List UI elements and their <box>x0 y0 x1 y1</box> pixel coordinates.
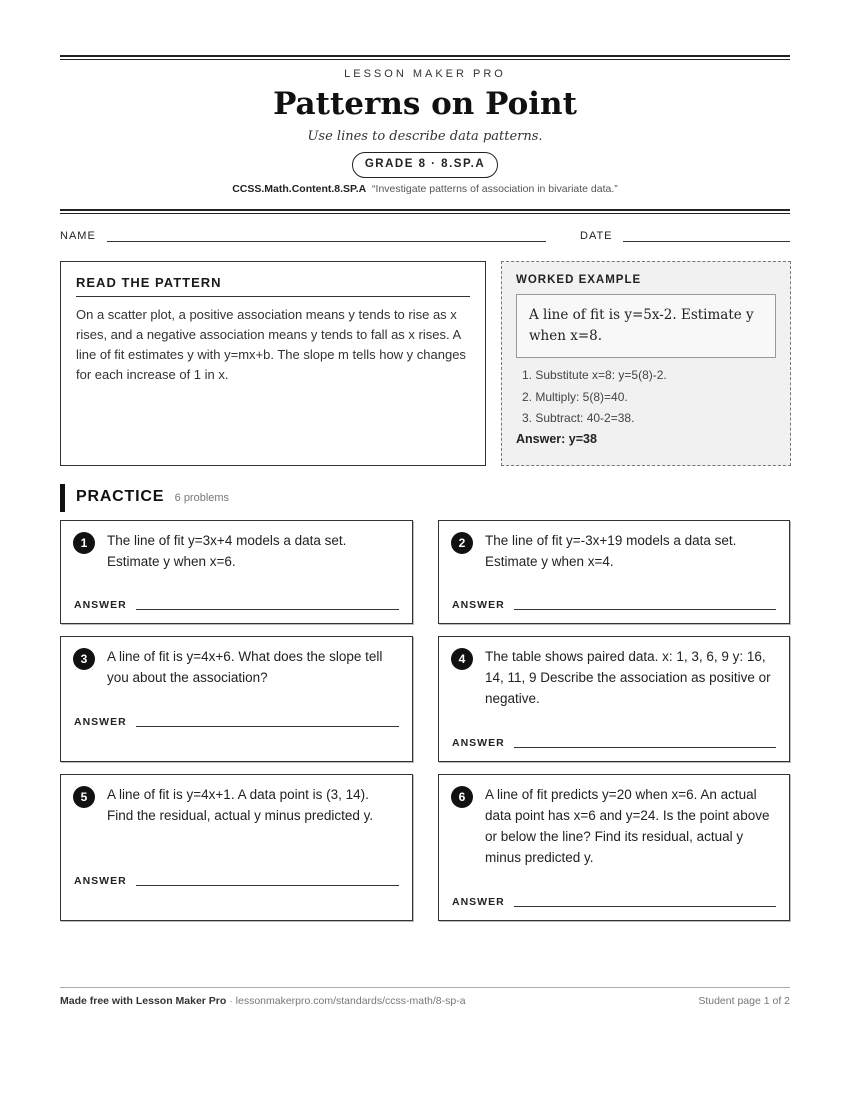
worked-step: 3. Subtract: 40-2=38. <box>522 411 635 425</box>
answer-label: ANSWER <box>452 737 505 749</box>
problem-number-badge: 6 <box>451 786 473 808</box>
brand-name: LESSON MAKER PRO <box>344 68 506 80</box>
answer-field[interactable] <box>514 747 776 748</box>
answer-label: ANSWER <box>74 599 127 611</box>
standard-description: “Investigate patterns of association in bivariate data.” <box>372 183 618 195</box>
answer-label: ANSWER <box>74 875 127 887</box>
page-footer <box>60 987 790 1007</box>
date-label: DATE <box>580 230 613 242</box>
problem-card-5 <box>60 774 413 921</box>
worked-title: WORKED EXAMPLE <box>516 274 642 286</box>
footer-credit: Made free with Lesson Maker Pro <box>60 995 227 1007</box>
page-title: Patterns on Point <box>273 86 577 122</box>
worked-step: 2. Multiply: 5(8)=40. <box>522 389 628 404</box>
problem-text: The table shows paired data. x: 1, 3, 6, 9 y: 16, 14, 11, 9 Describe the association as positive or negative. <box>485 649 771 706</box>
answer-label: ANSWER <box>74 716 127 728</box>
problem-number-badge: 1 <box>73 532 95 554</box>
problem-card-6 <box>438 774 790 921</box>
worked-answer: Answer: y=38 <box>516 431 597 446</box>
problem-text: The line of fit y=-3x+19 models a data set. Estimate y when x=4. <box>485 533 737 569</box>
problem-card-3 <box>60 636 413 762</box>
header-top-rule <box>60 55 790 60</box>
answer-field[interactable] <box>136 885 399 886</box>
worked-steps <box>516 365 776 430</box>
standard-reference <box>60 183 790 195</box>
grade-badge: GRADE 8 · 8.SP.A <box>352 152 498 178</box>
worked-step: 1. Substitute x=8: y=5(8)-2. <box>522 368 667 382</box>
problem-text: A line of fit is y=4x+1. A data point is (3, 14). Find the residual, actual y minus predicted y. <box>107 787 374 823</box>
standard-code: CCSS.Math.Content.8.SP.A <box>232 183 367 195</box>
answer-field[interactable] <box>136 726 399 727</box>
problem-number-badge: 3 <box>73 648 95 670</box>
practice-title: PRACTICE <box>76 488 165 505</box>
problem-text: The line of fit y=3x+4 models a data set. Estimate y when x=6. <box>107 533 347 569</box>
read-the-pattern-box <box>60 261 486 466</box>
problem-number-badge: 2 <box>451 532 473 554</box>
problem-text: A line of fit is y=4x+6. What does the slope tell you about the association? <box>107 649 383 685</box>
problem-card-2 <box>438 520 790 624</box>
problem-card-1 <box>60 520 413 624</box>
page-number: Student page 1 of 2 <box>698 995 790 1007</box>
answer-field[interactable] <box>514 906 776 907</box>
practice-count: 6 problems <box>174 492 230 504</box>
answer-field[interactable] <box>514 609 776 610</box>
problem-text: A line of fit predicts y=20 when x=6. An actual data point has x=6 and y=24. Is the point above or below the line? Find its residual, actual y minus predicted y. <box>485 787 770 865</box>
student-info-row <box>60 230 790 246</box>
answer-label: ANSWER <box>452 896 505 908</box>
problem-card-4 <box>438 636 790 762</box>
practice-heading <box>60 484 229 512</box>
name-field[interactable] <box>107 241 546 242</box>
read-title: READ THE PATTERN <box>76 275 470 297</box>
footer-url[interactable]: · lessonmakerpro.com/standards/ccss-math/8-sp-a <box>226 995 466 1007</box>
problem-number-badge: 4 <box>451 648 473 670</box>
worked-example-box <box>501 261 791 466</box>
date-field[interactable] <box>623 241 790 242</box>
page-subtitle: Use lines to describe data patterns. <box>307 129 543 144</box>
worked-problem: A line of fit is y=5x-2. Estimate y when x=8. <box>516 294 776 358</box>
name-label: NAME <box>60 230 96 242</box>
problem-number-badge: 5 <box>73 786 95 808</box>
header-bottom-rule <box>60 209 790 214</box>
answer-label: ANSWER <box>452 599 505 611</box>
read-text: On a scatter plot, a positive association means y tends to rise as x rises, and a negative association means y tends to fall as x rises. A line of fit estimates y with y=mx+b. The slope m tells how y changes for each increase of 1 in x. <box>76 307 466 382</box>
answer-field[interactable] <box>136 609 399 610</box>
